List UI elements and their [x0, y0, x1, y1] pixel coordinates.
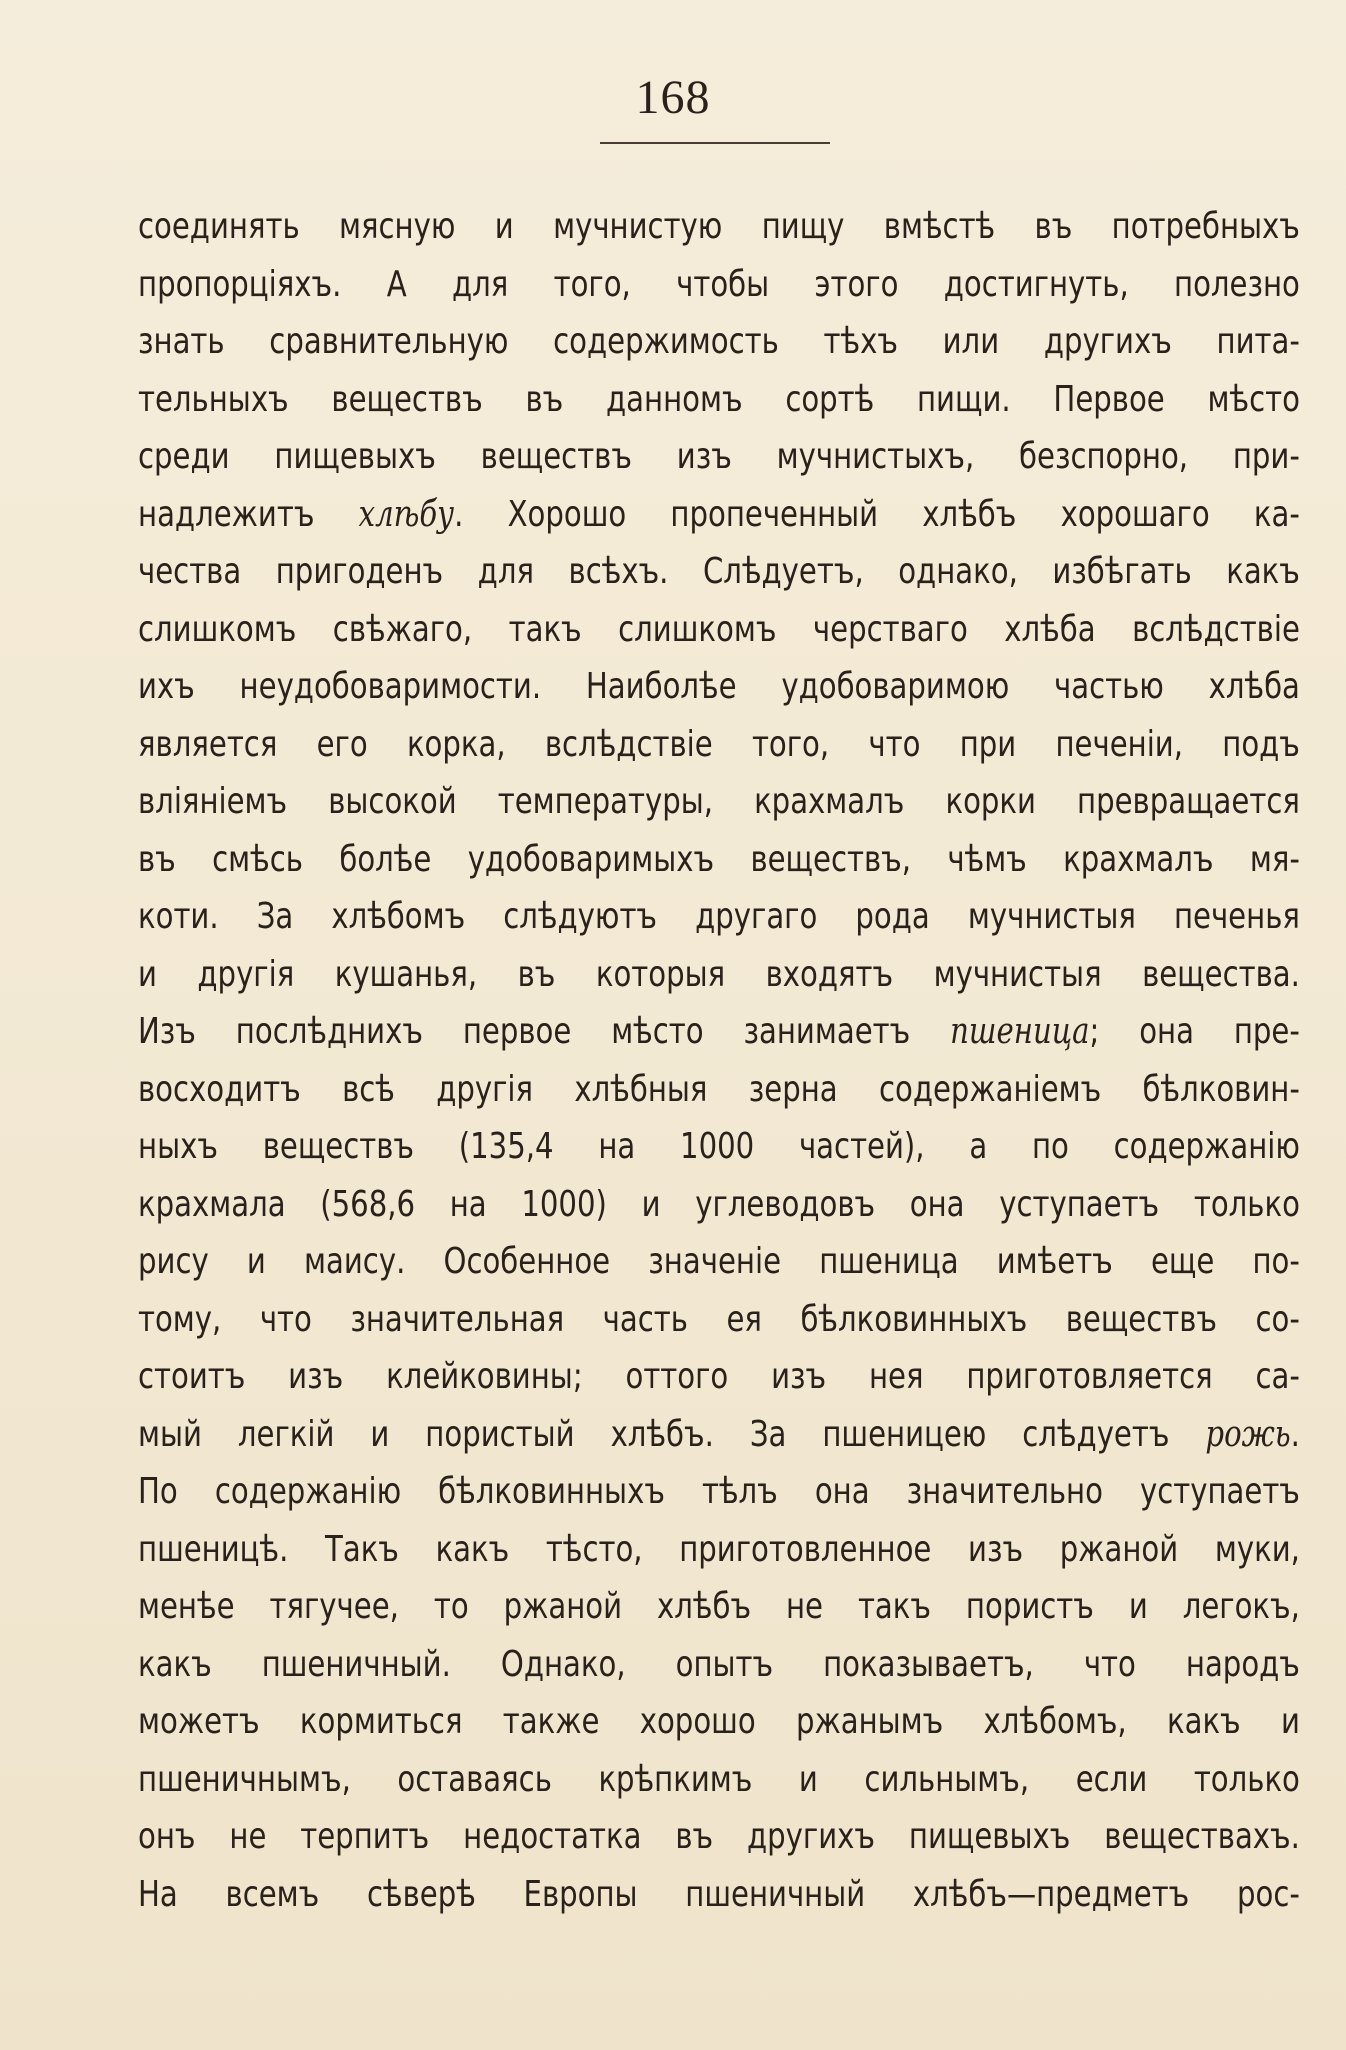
text-run: надлежитъ	[138, 493, 359, 535]
text-line: какъ пшеничный. Однако, опытъ показываетъ, что народъ	[138, 1643, 1300, 1685]
text-line: восходитъ всѣ другія хлѣбныя зерна содержаніемъ бѣлковин-	[138, 1068, 1300, 1110]
text-line: ихъ неудобоваримости. Наиболѣе удобоваримою частью хлѣба	[138, 666, 1300, 707]
text-line: можетъ кормиться также хорошо ржанымъ хлѣбомъ, какъ и	[138, 1701, 1300, 1742]
text-run: Изъ послѣднихъ первое мѣсто занимаетъ	[138, 1011, 951, 1052]
body-text	[138, 198, 1300, 1923]
italic-word: пшеница	[950, 1011, 1090, 1052]
text-line: По содержанію бѣлковинныхъ тѣлъ она значительно уступаетъ	[138, 1471, 1300, 1512]
page-number: 168	[635, 71, 711, 124]
text-line: крахмала (568,6 на 1000) и углеводовъ она уступаетъ только	[138, 1183, 1300, 1225]
text-line: тельныхъ веществъ въ данномъ сортѣ пищи. Первое мѣсто	[138, 378, 1300, 420]
text-line: пропорціяхъ. А для того, чтобы этого достигнуть, полезно	[138, 263, 1300, 305]
text-line: и другія кушанья, въ которыя входятъ мучнистыя вещества.	[138, 953, 1300, 995]
text-line: соединять мясную и мучнистую пищу вмѣстѣ въ потребныхъ	[138, 206, 1300, 247]
text-run: .	[1290, 1413, 1300, 1455]
text-line	[138, 1003, 1300, 1061]
text-line: знать сравнительную содержимость тѣхъ или другихъ пита-	[138, 321, 1300, 362]
page-number-rule	[600, 142, 830, 144]
text-line: слишкомъ свѣжаго, такъ слишкомъ черстваго хлѣба вслѣдствіе	[138, 608, 1300, 650]
text-line	[138, 1406, 1300, 1464]
text-run: . Хорошо пропеченный хлѣбъ хорошаго ка-	[454, 493, 1300, 535]
text-line: пшеничнымъ, оставаясь крѣпкимъ и сильнымъ, если только	[138, 1758, 1300, 1800]
text-line	[138, 486, 1300, 544]
text-run: мый легкій и пористый хлѣбъ. За пшеницею слѣдуетъ	[138, 1413, 1206, 1455]
text-line: чества пригоденъ для всѣхъ. Слѣдуетъ, однако, избѣгать какъ	[138, 551, 1300, 592]
text-line: среди пищевыхъ веществъ изъ мучнистыхъ, безспорно, при-	[138, 436, 1300, 477]
text-line: онъ не терпитъ недостатка въ другихъ пищевыхъ веществахъ.	[138, 1816, 1300, 1857]
text-line: пшеницѣ. Такъ какъ тѣсто, приготовленное изъ ржаной муки,	[138, 1528, 1300, 1570]
text-line: въ смѣсь болѣе удобоваримыхъ веществъ, чѣмъ крахмалъ мя-	[138, 838, 1300, 880]
italic-word: хлѣбу	[358, 493, 455, 535]
text-line: является его корка, вслѣдствіе того, что при печеніи, подъ	[138, 723, 1300, 765]
text-line: рису и маису. Особенное значеніе пшеница имѣетъ еще по-	[138, 1241, 1300, 1282]
text-line: На всемъ сѣверѣ Европы пшеничный хлѣбъ—предметъ рос-	[138, 1873, 1300, 1915]
text-line: менѣе тягучее, то ржаной хлѣбъ не такъ пористъ и легокъ,	[138, 1586, 1300, 1627]
text-run: ; она пре-	[1089, 1011, 1300, 1052]
text-line: ныхъ веществъ (135,4 на 1000 частей), а по содержанію	[138, 1126, 1300, 1167]
text-line: коти. За хлѣбомъ слѣдуютъ другаго рода мучнистыя печенья	[138, 896, 1300, 937]
italic-word: рожь	[1205, 1413, 1291, 1455]
text-line: тому, что значительная часть ея бѣлковинныхъ веществъ со-	[138, 1298, 1300, 1340]
text-line: вліяніемъ высокой температуры, крахмалъ корки превращается	[138, 781, 1300, 822]
text-line: стоитъ изъ клейковины; оттого изъ нея приготовляется са-	[138, 1356, 1300, 1397]
